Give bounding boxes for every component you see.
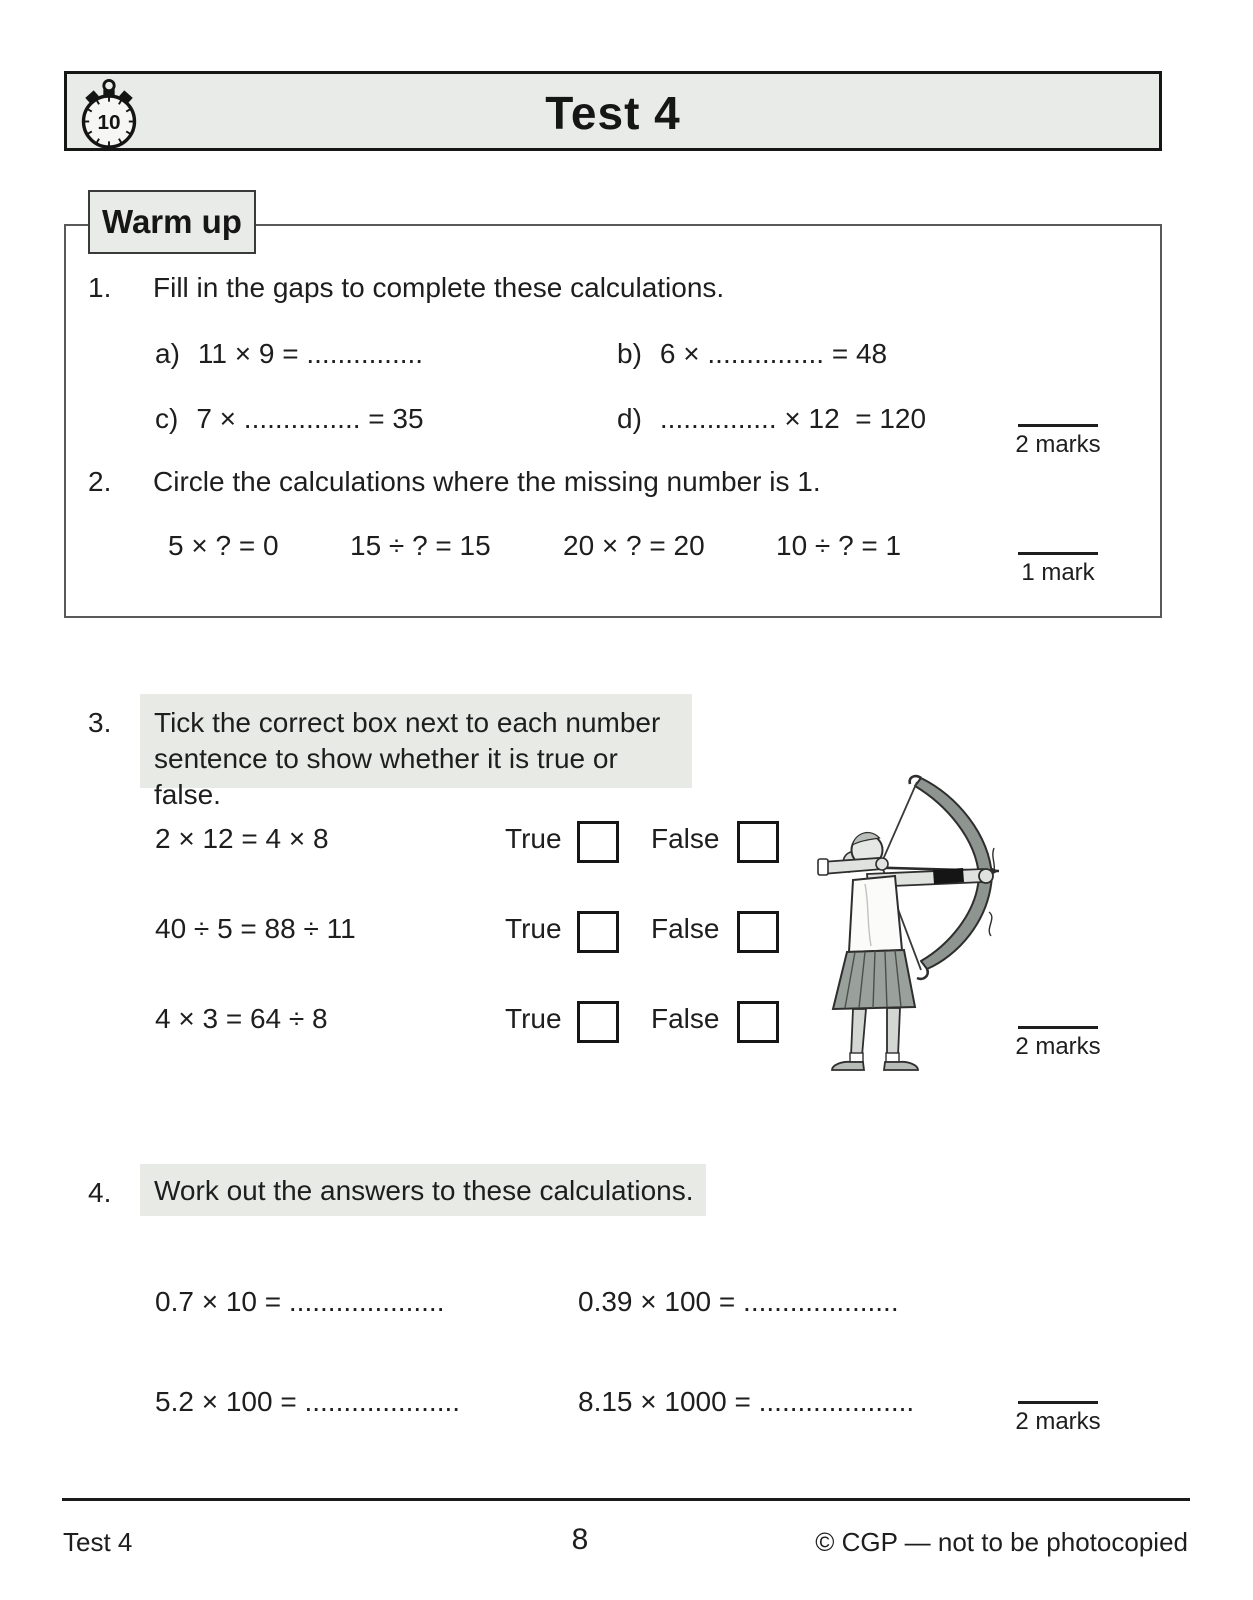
true-false-row [0, 911, 1253, 953]
timer-minutes: 10 [97, 111, 121, 135]
true-false-row [0, 821, 1253, 863]
true-label: True [505, 823, 562, 854]
marks-label: 2 marks [1015, 431, 1101, 458]
fill-in-blank-equation: 0.7 × 10 = .................... [155, 1286, 445, 1317]
footer-divider [62, 1498, 1190, 1501]
true-checkbox[interactable] [577, 821, 619, 863]
question-1a [155, 338, 423, 370]
circle-option[interactable]: 20 × ? = 20 [563, 530, 705, 561]
false-checkbox[interactable] [737, 911, 779, 953]
footer-test-label: Test 4 [63, 1527, 133, 1557]
question-1-number: 1. [88, 272, 112, 303]
question-3-prompt-line1: Tick the correct box next to each number [154, 707, 661, 738]
footer-copyright: © CGP — not to be photocopied [815, 1527, 1188, 1557]
question-2-number: 2. [88, 466, 112, 497]
circle-option[interactable]: 15 ÷ ? = 15 [350, 530, 491, 561]
circle-option[interactable]: 5 × ? = 0 [168, 530, 279, 561]
true-checkbox[interactable] [577, 1001, 619, 1043]
false-label: False [651, 1003, 720, 1034]
number-sentence: 40 ÷ 5 = 88 ÷ 11 [155, 913, 356, 944]
marks-label: 2 marks [1015, 1408, 1101, 1435]
marks-line [1018, 424, 1098, 427]
warmup-label: Warm up [88, 190, 256, 254]
question-3-number: 3. [88, 707, 112, 738]
fill-in-blank-equation: 11 × 9 = ............... [197, 338, 424, 369]
true-label: True [505, 913, 562, 944]
fill-in-blank-equation: 6 × ............... = 48 [659, 338, 888, 369]
circle-option[interactable]: 10 ÷ ? = 1 [776, 530, 902, 561]
marks-indicator [1012, 424, 1104, 459]
archer-illustration [805, 772, 1005, 1077]
marks-line [1018, 1026, 1098, 1029]
question-1c [155, 403, 424, 435]
marks-label: 1 mark [1021, 559, 1095, 586]
marks-label: 2 marks [1015, 1033, 1101, 1060]
question-3-prompt-line2: sentence to show whether it is true or false. [154, 743, 618, 810]
fill-in-blank-equation: 0.39 × 100 = .................... [578, 1286, 899, 1317]
marks-line [1018, 552, 1098, 555]
number-sentence: 2 × 12 = 4 × 8 [155, 823, 329, 854]
question-1b [617, 338, 887, 370]
marks-line [1018, 1401, 1098, 1404]
question-1d [617, 403, 926, 435]
test-header [64, 71, 1162, 151]
true-label: True [505, 1003, 562, 1034]
fill-in-blank-equation: 8.15 × 1000 = .................... [578, 1386, 915, 1417]
fill-in-blank-equation: ............... × 12 = 120 [659, 403, 927, 434]
false-checkbox[interactable] [737, 821, 779, 863]
question-4-number: 4. [88, 1177, 112, 1208]
question-2-prompt: Circle the calculations where the missing number is 1. [153, 466, 821, 497]
question-3-prompt [140, 694, 692, 810]
footer-page-number: 8 [571, 1523, 589, 1556]
marks-indicator [1012, 1401, 1104, 1436]
number-sentence: 4 × 3 = 64 ÷ 8 [155, 1003, 328, 1034]
part-label: b) [617, 338, 642, 369]
false-checkbox[interactable] [737, 1001, 779, 1043]
page-title: Test 4 [545, 87, 681, 139]
marks-indicator [1012, 552, 1104, 587]
false-label: False [651, 913, 720, 944]
true-checkbox[interactable] [577, 911, 619, 953]
question-1-prompt: Fill in the gaps to complete these calculations. [153, 272, 725, 303]
part-label: d) [617, 403, 642, 434]
false-label: False [651, 823, 720, 854]
fill-in-blank-equation: 5.2 × 100 = .................... [155, 1386, 461, 1417]
part-label: a) [155, 338, 180, 369]
marks-indicator [1012, 1026, 1104, 1061]
question-4-prompt: Work out the answers to these calculations. [140, 1164, 706, 1216]
fill-in-blank-equation: 7 × ............... = 35 [196, 403, 424, 434]
part-label: c) [155, 403, 179, 434]
